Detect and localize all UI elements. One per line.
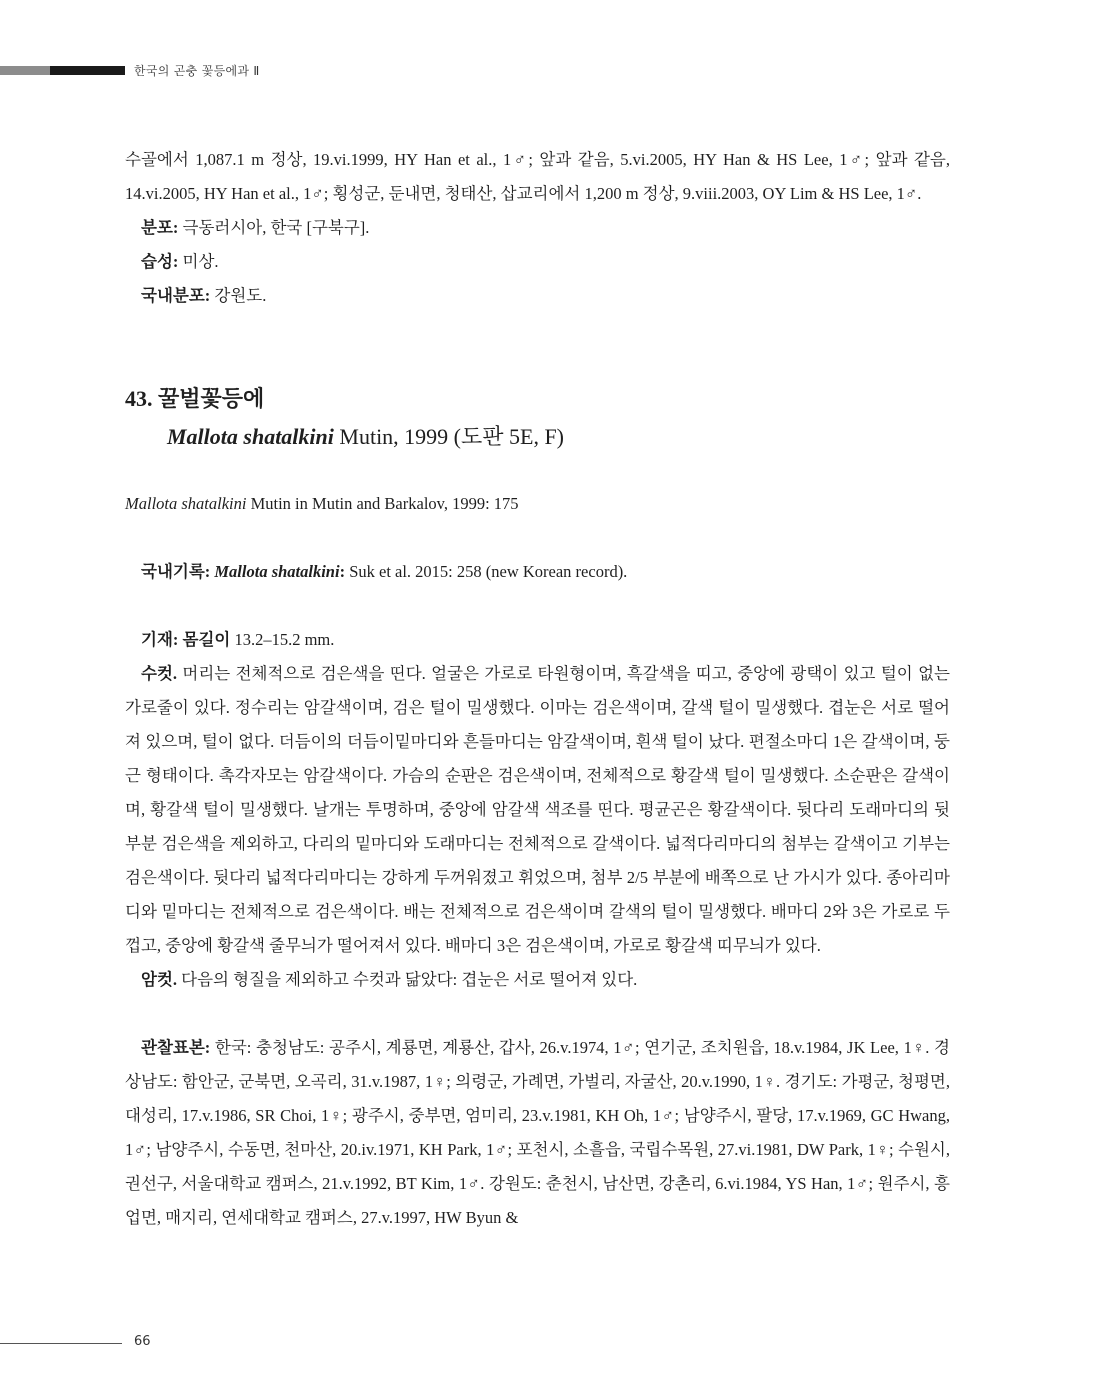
distribution-label: 분포: bbox=[141, 218, 179, 237]
species-heading: 43. 꿀벌꽃등에 bbox=[125, 386, 265, 411]
prev-record-text: 수골에서 1,087.1 m 정상, 19.vi.1999, HY Han et al., 1♂; 앞과 같음, 5.vi.2005, HY Han & HS Lee, 1♂; 앞과 같음, 14.vi.2005, HY Han et al., 1♂; 횡성군, 둔내면, 청태산, 삽교리에서 1,200 m 정상, 9.viii.2003, OY Lim & HS Lee, 1♂. bbox=[125, 150, 950, 203]
female-text: 다음의 형질을 제외하고 수컷과 닮았다: 겹눈은 서로 떨어져 있다. bbox=[177, 970, 638, 989]
korean-distribution-label: 국내분포: bbox=[141, 286, 211, 305]
description-label: 기재: bbox=[141, 630, 179, 649]
korean-record-name: Mallota shatalkini bbox=[214, 562, 340, 581]
header-bar-black bbox=[50, 66, 125, 75]
footer-rule bbox=[0, 1343, 122, 1344]
habit-text: 미상. bbox=[178, 252, 219, 271]
citation-name: Mallota shatalkini bbox=[125, 494, 247, 513]
citation-rest: Mutin in Mutin and Barkalov, 1999: 175 bbox=[246, 494, 519, 513]
specimens bbox=[125, 1031, 950, 1235]
species-sci-line bbox=[125, 418, 950, 456]
page-content bbox=[125, 143, 950, 1235]
male-description bbox=[125, 657, 950, 963]
species-sci-name: Mallota shatalkini bbox=[167, 424, 334, 449]
body-length-label: 몸길이 bbox=[182, 630, 231, 649]
habit-label: 습성: bbox=[141, 252, 179, 271]
korean-record bbox=[125, 555, 950, 589]
korean-record-colon: : bbox=[339, 562, 346, 581]
distribution-text: 극동러시아, 한국 [구북구]. bbox=[178, 218, 370, 237]
korean-distribution-text: 강원도. bbox=[210, 286, 267, 305]
male-text: 머리는 전체적으로 검은색을 띤다. 얼굴은 가로로 타원형이며, 흑갈색을 띠고, 중앙에 광택이 있고 털이 없는 가로줄이 있다. 정수리는 암갈색이며, 검은 털이 밀생했다. 이마는 검은색이며, 갈색 털이 밀생했다. 겹눈은 서로 떨어져 있으며, 털이 없다. 더듬이의 더듬이밑마디와 흔들마디는 암갈색이며, 흰색 털이 났다. 편절소마디 1은 갈색이며, 둥근 형태이다. 촉각자모는 암갈색이다. 가슴의 순판은 검은색이며, 전체적으로 황갈색 털이 밀생했다. 소순판은 갈색이며, 황갈색 털이 밀생했다. 날개는 투명하며, 중앙에 암갈색 색조를 띤다. 평균곤은 황갈색이다. 뒷다리 도래마디의 뒷부분 검은색을 제외하고, 다리의 밑마디와 도래마디는 전체적으로 갈색이다. 넓적다리마디의 첨부는 갈색이고 기부는 검은색이다. 뒷다리 넓적다리마디는 강하게 두꺼워졌고 휘었으며, 첨부 2/5 부분에 배쪽으로 난 가시가 있다. 종아리마디와 밑마디는 전체적으로 검은색이다. 배는 전체적으로 검은색이며 갈색의 털이 밀생했다. 배마디 2와 3은 가로로 두껍고, 중앙에 황갈색 줄무늬가 떨어져서 있다. 배마디 3은 검은색이며, 가로로 황갈색 띠무늬가 있다. bbox=[125, 664, 950, 955]
habit bbox=[125, 245, 950, 279]
page-number: 66 bbox=[134, 1334, 151, 1349]
citation bbox=[125, 487, 950, 521]
body-length-value: 13.2–15.2 mm. bbox=[230, 630, 335, 649]
header-bar-gray bbox=[0, 66, 50, 75]
species-sci-rest: Mutin, 1999 (도판 5E, F) bbox=[333, 424, 565, 449]
female-label: 암컷. bbox=[141, 970, 178, 989]
female-description bbox=[125, 963, 950, 997]
korean-record-text: Suk et al. 2015: 258 (new Korean record). bbox=[345, 562, 628, 581]
specimens-text: 한국: 충청남도: 공주시, 계룡면, 계룡산, 갑사, 26.v.1974, 1♂; 연기군, 조치원읍, 18.v.1984, JK Lee, 1♀. 경상남도: 함안군, 군북면, 오곡리, 31.v.1987, 1♀; 의령군, 가례면, 가벌리, 자굴산, 20.v.1990, 1♀. 경기도: 가평군, 청평면, 대성리, 17.v.1986, SR Choi, 1♀; 광주시, 중부면, 엄미리, 23.v.1981, KH Oh, 1♂; 남양주시, 팔당, 17.v.1969, GC Hwang, 1♂; 남양주시, 수동면, 천마산, 20.iv.1971, KH Park, 1♂; 포천시, 소흘읍, 국립수목원, 27.vi.1981, DW Park, 1♀; 수원시, 권선구, 서울대학교 캠퍼스, 21.v.1992, BT Kim, 1♂. 강원도: 춘천시, 남산면, 강촌리, 6.vi.1984, YS Han, 1♂; 원주시, 흥업면, 매지리, 연세대학교 캠퍼스, 27.v.1997, HW Byun & bbox=[125, 1038, 950, 1227]
distribution bbox=[125, 211, 950, 245]
korean-record-label: 국내기록: bbox=[141, 562, 211, 581]
specimens-label: 관찰표본: bbox=[141, 1038, 211, 1057]
description-body-length bbox=[125, 623, 950, 657]
korean-distribution bbox=[125, 279, 950, 313]
male-label: 수컷. bbox=[141, 664, 178, 683]
running-header: 한국의 곤충 꽃등에과 Ⅱ bbox=[134, 64, 260, 78]
